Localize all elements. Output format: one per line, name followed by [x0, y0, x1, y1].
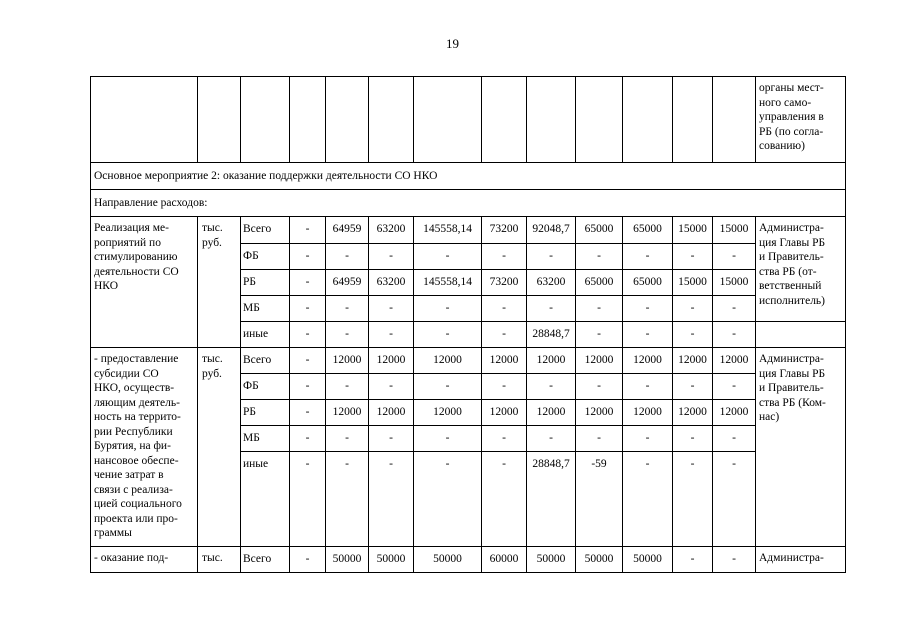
value-cell: -: [326, 322, 369, 348]
value-cell: 50000: [623, 547, 673, 573]
value-cell: -: [673, 426, 713, 452]
value-cell: 28848,7: [527, 322, 576, 348]
value-cell: 60000: [482, 547, 527, 573]
value-cell: 65000: [623, 217, 673, 244]
value-cell: -: [527, 426, 576, 452]
value-cell: -: [290, 217, 326, 244]
source-label: Всего: [241, 547, 290, 573]
value-cell: -: [290, 452, 326, 547]
value-cell: -: [369, 452, 414, 547]
value-cell: -: [623, 322, 673, 348]
source-label: иные: [241, 322, 290, 348]
value-cell: -: [326, 244, 369, 270]
direction-label: Направление расходов:: [91, 190, 846, 217]
value-cell: -: [576, 426, 623, 452]
value-cell: -: [713, 426, 756, 452]
value-cell: 12000: [527, 348, 576, 374]
value-cell: 15000: [673, 270, 713, 296]
responsible-cell: Администра- ция Главы РБ и Правитель- ства РБ (Ком- нас): [756, 348, 846, 547]
value-cell: -: [414, 296, 482, 322]
value-cell: -: [673, 322, 713, 348]
value-cell: -: [623, 296, 673, 322]
value-cell: -: [326, 374, 369, 400]
value-cell: -: [527, 244, 576, 270]
source-label: Всего: [241, 348, 290, 374]
value-cell: 145558,14: [414, 270, 482, 296]
unit-cell: тыс. руб.: [198, 348, 241, 547]
value-cell: 73200: [482, 270, 527, 296]
value-cell: -: [326, 452, 369, 547]
value-cell: -: [290, 547, 326, 573]
value-cell: 12000: [326, 348, 369, 374]
value-cell: -: [482, 374, 527, 400]
value-cell: 12000: [482, 348, 527, 374]
value-cell: -: [673, 244, 713, 270]
value-cell: 12000: [326, 400, 369, 426]
value-cell: -: [369, 322, 414, 348]
event-name: - предоставление субсидии СО НКО, осуществ- ляющим деятель- ность на террито- рии Республики Бурятия, на фи- нансовое обеспе- чение затрат в связи с реализа- цией социального проекта или про- граммы: [91, 348, 198, 547]
value-cell: -: [527, 374, 576, 400]
value-cell: 50000: [369, 547, 414, 573]
value-cell: 12000: [527, 400, 576, 426]
value-cell: 12000: [369, 348, 414, 374]
value-cell: -: [673, 374, 713, 400]
value-cell: 15000: [673, 217, 713, 244]
responsible-cell: органы мест- ного само- управления в РБ (по согла- сованию): [756, 77, 846, 163]
source-label: РБ: [241, 270, 290, 296]
source-label: МБ: [241, 426, 290, 452]
source-label: Всего: [241, 217, 290, 244]
value-cell: -: [326, 296, 369, 322]
responsible-cell: Администра-: [756, 547, 846, 573]
value-cell: -: [576, 296, 623, 322]
value-cell: -: [576, 244, 623, 270]
value-cell: 50000: [414, 547, 482, 573]
value-cell: -: [713, 374, 756, 400]
unit-cell: тыс.: [198, 547, 241, 573]
value-cell: 92048,7: [527, 217, 576, 244]
value-cell: 12000: [576, 400, 623, 426]
source-label: ФБ: [241, 244, 290, 270]
value-cell: -: [713, 296, 756, 322]
value-cell: 50000: [326, 547, 369, 573]
table-row: [91, 348, 846, 374]
value-cell: 73200: [482, 217, 527, 244]
value-cell: -: [369, 426, 414, 452]
value-cell: -: [369, 244, 414, 270]
value-cell: -: [290, 244, 326, 270]
value-cell: 12000: [576, 348, 623, 374]
value-cell: 12000: [414, 348, 482, 374]
value-cell: -: [673, 296, 713, 322]
value-cell: 63200: [369, 217, 414, 244]
value-cell: -: [623, 426, 673, 452]
value-cell: 64959: [326, 270, 369, 296]
value-cell: -: [482, 322, 527, 348]
unit-cell: тыс. руб.: [198, 217, 241, 348]
value-cell: -: [414, 244, 482, 270]
value-cell: 12000: [369, 400, 414, 426]
value-cell: 145558,14: [414, 217, 482, 244]
value-cell: 12000: [713, 400, 756, 426]
value-cell: -: [290, 426, 326, 452]
value-cell: 12000: [623, 348, 673, 374]
table-row: [91, 190, 846, 217]
value-cell: -: [623, 374, 673, 400]
source-label: ФБ: [241, 374, 290, 400]
value-cell: -: [482, 296, 527, 322]
value-cell: 50000: [527, 547, 576, 573]
value-cell: 28848,7: [527, 452, 576, 547]
value-cell: -: [290, 348, 326, 374]
value-cell: 65000: [576, 217, 623, 244]
value-cell: -: [713, 244, 756, 270]
table-row: [91, 217, 846, 244]
value-cell: -: [713, 547, 756, 573]
value-cell: -: [673, 547, 713, 573]
value-cell: -: [290, 270, 326, 296]
value-cell: -: [673, 452, 713, 547]
value-cell: -: [713, 452, 756, 547]
value-cell: 15000: [713, 270, 756, 296]
value-cell: -59: [576, 452, 623, 547]
value-cell: -: [414, 374, 482, 400]
value-cell: 15000: [713, 217, 756, 244]
value-cell: -: [623, 452, 673, 547]
value-cell: -: [290, 322, 326, 348]
value-cell: -: [414, 322, 482, 348]
value-cell: 50000: [576, 547, 623, 573]
table-row: [91, 77, 846, 163]
value-cell: 12000: [673, 348, 713, 374]
table-row: [91, 547, 846, 573]
main-event-label: Основное мероприятие 2: оказание поддержки деятельности СО НКО: [91, 163, 846, 190]
value-cell: -: [713, 322, 756, 348]
value-cell: 12000: [414, 400, 482, 426]
value-cell: -: [414, 452, 482, 547]
source-label: иные: [241, 452, 290, 547]
value-cell: -: [369, 374, 414, 400]
value-cell: -: [290, 296, 326, 322]
value-cell: -: [290, 400, 326, 426]
value-cell: 63200: [527, 270, 576, 296]
value-cell: -: [482, 452, 527, 547]
value-cell: -: [482, 426, 527, 452]
source-label: МБ: [241, 296, 290, 322]
program-table: [90, 76, 846, 573]
source-label: РБ: [241, 400, 290, 426]
value-cell: -: [290, 374, 326, 400]
value-cell: -: [482, 244, 527, 270]
event-name: - оказание под-: [91, 547, 198, 573]
value-cell: 65000: [623, 270, 673, 296]
value-cell: -: [576, 374, 623, 400]
value-cell: -: [623, 244, 673, 270]
value-cell: -: [414, 426, 482, 452]
value-cell: 12000: [623, 400, 673, 426]
value-cell: 12000: [673, 400, 713, 426]
value-cell: -: [326, 426, 369, 452]
value-cell: -: [527, 296, 576, 322]
value-cell: -: [576, 322, 623, 348]
value-cell: 12000: [482, 400, 527, 426]
value-cell: -: [369, 296, 414, 322]
value-cell: 12000: [713, 348, 756, 374]
table-row: [91, 163, 846, 190]
value-cell: 64959: [326, 217, 369, 244]
value-cell: 63200: [369, 270, 414, 296]
page-number: 19: [446, 36, 459, 51]
value-cell: 65000: [576, 270, 623, 296]
responsible-cell: Администра- ция Главы РБ и Правитель- ства РБ (от- ветственный исполнитель): [756, 217, 846, 322]
event-name: Реализация ме- роприятий по стимулированию деятельности СО НКО: [91, 217, 198, 348]
